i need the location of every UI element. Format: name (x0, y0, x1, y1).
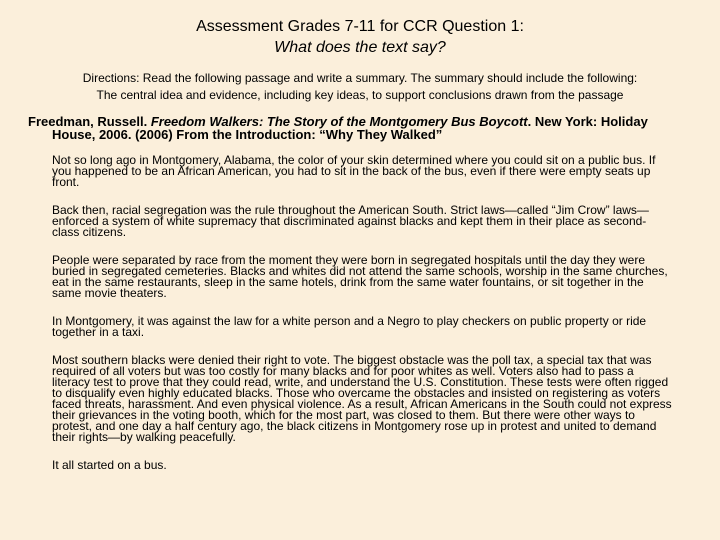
citation (28, 115, 688, 141)
passage-paragraph-4: In Montgomery, it was against the law for a white person and a Negro to play checkers on public property or ride together in a taxi. (52, 314, 647, 339)
directions-line-2: The central idea and evidence, including key ideas, to support conclusions drawn from the passage (96, 88, 624, 102)
directions-line-1: Directions: Read the following passage and write a summary. The summary should include the following: (82, 71, 638, 85)
passage-paragraph-3: People were separated by race from the moment they were born in segregated hospitals until the day they were buried in segregated cemeteries. Blacks and whites did not attend the same schools, worship in the same churches, eat in the same restaurants, sleep in the same hotels, drink from the same water fountains, or sit together in the same movie theaters. (52, 253, 668, 300)
title-line-1: Assessment Grades 7-11 for CCR Question 1: (196, 18, 524, 35)
citation-author: Freedman, Russell. (28, 114, 151, 129)
citation-book-title: Freedom Walkers: The Story of the Montgomery Bus Boycott (150, 114, 528, 129)
passage-paragraph-2: Back then, racial segregation was the rule throughout the American South. Strict laws—called “Jim Crow” laws—enforced a system of white supremacy that discriminated against blacks and kept them in their place as second-class citizens. (52, 203, 649, 239)
passage-paragraph-5: Most southern blacks were denied their right to vote. The biggest obstacle was the poll tax, a special tax that was required of all voters but was too costly for many blacks and for poor whites as well. Voters also had to pass a literacy test to prove that they could read, write, and understand the U.S. Constitution. These tests were often rigged to disqualify even highly educated blacks. Those who overcame the obstacles and insisted on registering as voters faced threats, harassment. And even physical violence. As a result, African Americans in the South could not express their grievances in the voting booth, which for the most part, was closed to them. But there were other ways to protest, and one day a half century ago, the black citizens in Montgomery rose up in protest and united to demand their rights—by walking peacefully. (52, 353, 672, 444)
slide-title (0, 16, 720, 58)
directions (40, 70, 680, 104)
passage-paragraph-6: It all started on a bus. (52, 458, 167, 472)
title-line-2: What does the text say? (274, 39, 446, 56)
passage (52, 155, 672, 488)
passage-paragraph-1: Not so long ago in Montgomery, Alabama, the color of your skin determined where you could sit on a public bus. If you happened to be an African American, you had to sit in the back of the bus, even if there were empty seats up front. (52, 153, 656, 189)
citation-details: . New York: Holiday House, 2006. (2006) From the Introduction: “Why They Walked” (52, 114, 648, 142)
